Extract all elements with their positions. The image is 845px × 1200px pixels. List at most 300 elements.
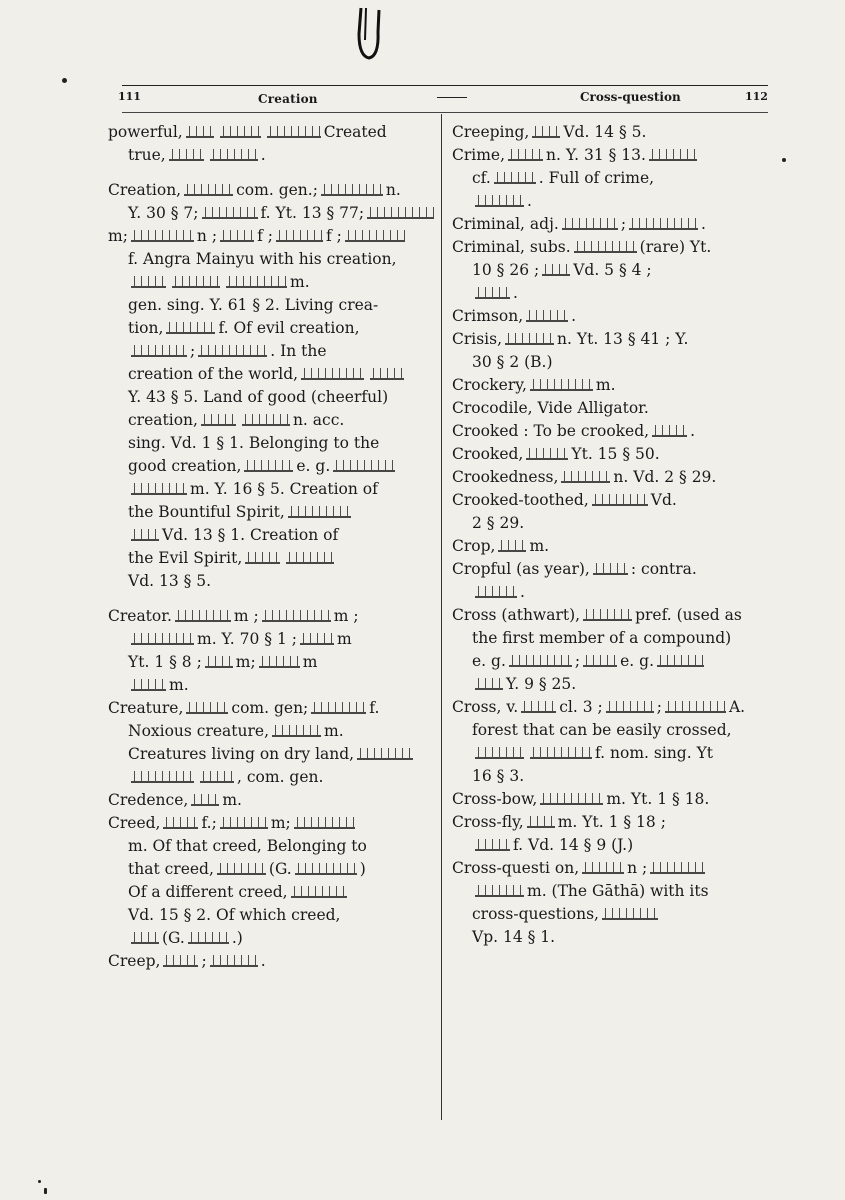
avestan-word: [131, 230, 194, 242]
avestan-word: [494, 172, 536, 184]
text-line: [108, 592, 434, 604]
entry-text: Crooked : To be crooked,: [452, 421, 650, 440]
avestan-word: [530, 747, 592, 759]
entry-text: 16 § 3.: [472, 766, 525, 785]
entry-text: m. Y. 16 § 5. Creation of: [190, 479, 378, 498]
text-line: [108, 201, 434, 224]
text-line: [108, 247, 434, 270]
margin-dot: [782, 158, 786, 162]
entry-text: Crop,: [452, 536, 496, 555]
text-line: [108, 166, 434, 178]
entry-text: f ;: [325, 226, 342, 245]
avestan-word: [602, 908, 658, 920]
entry-text: .: [260, 145, 266, 164]
text-line: [108, 742, 434, 765]
right-page-number: 112: [745, 90, 768, 103]
entry-text: Creatures living on dry land,: [128, 744, 355, 763]
avestan-word: [242, 414, 290, 426]
entry-text: m.: [169, 675, 189, 694]
avestan-word: [226, 276, 287, 288]
entry-text: m. Yt. 1 § 18.: [606, 789, 710, 808]
avestan-word: [583, 655, 617, 667]
text-line: [452, 304, 772, 327]
text-line: [108, 834, 434, 857]
entry-text: .: [571, 306, 577, 325]
entry-text: tion,: [128, 318, 164, 337]
text-line: [452, 557, 772, 580]
avestan-word: [475, 885, 524, 897]
avestan-word: [220, 817, 268, 829]
avestan-word: [357, 748, 413, 760]
right-running-head: Cross-question: [580, 90, 681, 104]
avestan-word: [665, 701, 726, 713]
entry-text: Creeping,: [452, 122, 530, 141]
text-line: [452, 143, 772, 166]
text-line: [108, 385, 434, 408]
text-line: [108, 949, 434, 972]
entry-text: 2 § 29.: [472, 513, 525, 532]
text-line: [108, 362, 434, 385]
entry-text: m;: [235, 652, 256, 671]
avestan-word: [509, 655, 572, 667]
avestan-word: [521, 701, 556, 713]
text-line: [108, 926, 434, 949]
entry-text: pref. (used as: [635, 605, 742, 624]
avestan-word: [606, 701, 654, 713]
entry-text: true,: [128, 145, 166, 164]
entry-text: .: [260, 951, 266, 970]
entry-text: Yt. 1 § 8 ;: [128, 652, 202, 671]
avestan-word: [186, 702, 228, 714]
avestan-word: [220, 230, 254, 242]
avestan-word: [131, 529, 159, 541]
entry-text: Criminal, adj.: [452, 214, 559, 233]
text-line: [452, 833, 772, 856]
avestan-word: [291, 886, 347, 898]
text-line: [452, 350, 772, 373]
entry-text: Noxious creature,: [128, 721, 270, 740]
text-line: [452, 327, 772, 350]
avestan-word: [163, 955, 198, 967]
entry-text: forest that can be easily crossed,: [472, 720, 732, 739]
entry-text: sing. Vd. 1 § 1. Belonging to the: [128, 433, 380, 452]
text-line: [452, 189, 772, 212]
entry-text: m.: [222, 790, 242, 809]
avestan-word: [295, 863, 357, 875]
avestan-word: [508, 149, 543, 161]
avestan-word: [188, 932, 229, 944]
entry-text: f ;: [257, 226, 273, 245]
text-line: [108, 339, 434, 362]
column-divider: [441, 114, 442, 1120]
avestan-word: [131, 932, 159, 944]
entry-text: the Evil Spirit,: [128, 548, 243, 567]
text-line: [452, 810, 772, 833]
avestan-word: [652, 425, 687, 437]
text-line: [452, 442, 772, 465]
entry-text: f. Of evil creation,: [218, 318, 360, 337]
entry-text: Creation,: [108, 180, 182, 199]
text-line: [108, 431, 434, 454]
text-line: [452, 764, 772, 787]
entry-text: m: [302, 652, 318, 671]
entry-text: Vd. 13 § 1. Creation of: [162, 525, 339, 544]
text-line: [108, 178, 434, 201]
text-line: [452, 741, 772, 764]
entry-text: f.;: [201, 813, 217, 832]
entry-text: e. g.: [296, 456, 331, 475]
text-line: [108, 627, 434, 650]
avestan-word: [498, 540, 526, 552]
left-page-number: 111: [118, 90, 141, 103]
text-line: [452, 373, 772, 396]
left-column: [108, 120, 434, 972]
avestan-word: [650, 862, 705, 874]
avestan-word: [267, 126, 321, 138]
entry-text: f. nom. sing. Yt: [595, 743, 714, 762]
avestan-word: [276, 230, 323, 242]
entry-text: cross-questions,: [472, 904, 599, 923]
text-line: [452, 580, 772, 603]
entry-text: Creature,: [108, 698, 184, 717]
avestan-word: [163, 817, 198, 829]
avestan-word: [592, 494, 648, 506]
avestan-word: [300, 633, 334, 645]
text-line: [108, 270, 434, 293]
avestan-word: [210, 955, 258, 967]
avestan-word: [475, 678, 503, 690]
avestan-word: [131, 771, 194, 783]
header-dash: [437, 97, 467, 98]
entry-text: creation,: [128, 410, 198, 429]
avestan-word: [201, 414, 236, 426]
avestan-word: [217, 863, 266, 875]
text-line: [108, 673, 434, 696]
entry-text: Crockery,: [452, 375, 527, 394]
entry-text: . In the: [270, 341, 327, 360]
avestan-word: [475, 839, 510, 851]
margin-dot: [38, 1180, 41, 1183]
avestan-word: [205, 656, 233, 668]
entry-text: f.: [369, 698, 380, 717]
text-line: [108, 143, 434, 166]
pen-mark-glyph: [352, 4, 386, 64]
entry-text: ;: [656, 697, 662, 716]
entry-text: 10 § 26 ;: [472, 260, 540, 279]
entry-text: ;: [574, 651, 581, 670]
text-line: [108, 604, 434, 627]
text-line: [108, 454, 434, 477]
entry-text: . Full of crime,: [538, 168, 655, 187]
text-line: [452, 672, 772, 695]
entry-text: Vd. 14 § 5.: [563, 122, 647, 141]
avestan-word: [475, 195, 524, 207]
entry-text: Cropful (as year),: [452, 559, 590, 578]
entry-text: n. Yt. 13 § 41 ; Y.: [557, 329, 689, 348]
avestan-word: [526, 310, 568, 322]
entry-text: Vd. 5 § 4 ;: [573, 260, 652, 279]
text-line: [452, 856, 772, 879]
avestan-word: [272, 725, 321, 737]
avestan-word: [367, 207, 434, 219]
text-line: [452, 488, 772, 511]
entry-text: (G.: [268, 859, 292, 878]
entry-text: m.: [324, 721, 344, 740]
text-line: [452, 419, 772, 442]
entry-text: m. Yt. 1 § 18 ;: [557, 812, 666, 831]
avestan-word: [540, 793, 603, 805]
entry-text: m.: [290, 272, 310, 291]
text-line: [108, 880, 434, 903]
text-line: [452, 235, 772, 258]
entry-text: Crookedness,: [452, 467, 559, 486]
avestan-word: [532, 126, 560, 138]
avestan-word: [131, 483, 187, 495]
text-line: [452, 603, 772, 626]
avestan-word: [172, 276, 220, 288]
text-line: [452, 465, 772, 488]
text-line: [108, 719, 434, 742]
text-line: [108, 408, 434, 431]
entry-text: Creed,: [108, 813, 161, 832]
entry-text: (G.: [162, 928, 185, 947]
text-line: [108, 224, 434, 247]
entry-text: m ;: [333, 606, 359, 625]
text-line: [108, 857, 434, 880]
entry-text: n. Y. 31 § 13.: [546, 145, 646, 164]
entry-text: m.: [529, 536, 550, 555]
entry-text: Y. 9 § 25.: [506, 674, 577, 693]
avestan-word: [562, 218, 618, 230]
text-line: [108, 546, 434, 569]
text-line: [452, 902, 772, 925]
entry-text: gen. sing. Y. 61 § 2. Living crea-: [128, 295, 379, 314]
entry-text: that creed,: [128, 859, 214, 878]
text-line: [452, 281, 772, 304]
entry-text: Credence,: [108, 790, 189, 809]
entry-text: Cross, v.: [452, 697, 519, 716]
entry-text: Cross-questi on,: [452, 858, 580, 877]
text-line: [108, 811, 434, 834]
avestan-word: [561, 471, 610, 483]
entry-text: Cross-bow,: [452, 789, 538, 808]
header-bottom-rule: [122, 112, 768, 113]
entry-text: m.: [595, 375, 616, 394]
avestan-word: [169, 149, 204, 161]
avestan-word: [345, 230, 405, 242]
avestan-word: [131, 276, 166, 288]
entry-text: 30 § 2 (B.): [472, 352, 553, 371]
entry-text: f. Vd. 14 § 9 (J.): [513, 835, 634, 854]
text-line: [452, 879, 772, 902]
entry-text: Crooked,: [452, 444, 524, 463]
avestan-word: [198, 345, 267, 357]
entry-text: , com. gen.: [237, 767, 324, 786]
entry-text: Created: [323, 122, 387, 141]
entry-text: n ;: [627, 858, 648, 877]
avestan-word: [475, 287, 510, 299]
text-line: [108, 765, 434, 788]
entry-text: com. gen.;: [236, 180, 318, 199]
entry-text: ): [359, 859, 366, 878]
entry-text: Cross (athwart),: [452, 605, 581, 624]
entry-text: m. (The Gāthā) with its: [527, 881, 709, 900]
avestan-word: [262, 610, 331, 622]
entry-text: Crisis,: [452, 329, 503, 348]
entry-text: Crime,: [452, 145, 506, 164]
avestan-word: [200, 771, 234, 783]
avestan-word: [175, 610, 231, 622]
entry-text: n.: [385, 180, 401, 199]
text-line: [108, 650, 434, 673]
avestan-word: [244, 460, 293, 472]
entry-text: Vp. 14 § 1.: [472, 927, 556, 946]
avestan-word: [131, 679, 166, 691]
entry-text: (rare) Yt.: [639, 237, 712, 256]
avestan-word: [202, 207, 258, 219]
text-line: [452, 534, 772, 557]
text-line: [452, 166, 772, 189]
entry-text: .: [520, 582, 525, 601]
avestan-word: [166, 322, 215, 334]
entry-text: Criminal, subs.: [452, 237, 571, 256]
entry-text: powerful,: [108, 122, 183, 141]
text-line: [108, 477, 434, 500]
avestan-word: [259, 656, 300, 668]
entry-text: : contra.: [630, 559, 697, 578]
avestan-word: [245, 552, 280, 564]
avestan-word: [186, 126, 214, 138]
entry-text: A.: [728, 697, 746, 716]
avestan-word: [629, 218, 698, 230]
avestan-word: [530, 379, 593, 391]
entry-text: f. Angra Mainyu with his creation,: [128, 249, 397, 268]
text-line: [452, 120, 772, 143]
avestan-word: [184, 184, 233, 196]
avestan-word: [311, 702, 366, 714]
entry-text: Vd. 15 § 2. Of which creed,: [128, 905, 341, 924]
entry-text: Vd.: [650, 490, 677, 509]
avestan-word: [526, 448, 568, 460]
entry-text: Y. 43 § 5. Land of good (cheerful): [128, 387, 389, 406]
avestan-word: [191, 794, 219, 806]
entry-text: m: [336, 629, 352, 648]
avestan-word: [583, 609, 632, 621]
entry-text: Creep,: [108, 951, 161, 970]
entry-text: the first member of a compound): [472, 628, 732, 647]
text-line: [452, 511, 772, 534]
entry-text: n ;: [196, 226, 218, 245]
avestan-word: [210, 149, 258, 161]
avestan-word: [294, 817, 355, 829]
margin-dot: [62, 78, 67, 83]
entry-text: e. g.: [620, 651, 655, 670]
avestan-word: [333, 460, 395, 472]
entry-text: m;: [270, 813, 291, 832]
text-line: [452, 258, 772, 281]
entry-text: .: [513, 283, 518, 302]
entry-text: creation of the world,: [128, 364, 299, 383]
avestan-word: [286, 552, 334, 564]
entry-text: m ;: [233, 606, 259, 625]
header-top-rule: [122, 85, 768, 86]
avestan-word: [649, 149, 697, 161]
text-line: [108, 569, 434, 592]
avestan-word: [505, 333, 554, 345]
avestan-word: [657, 655, 704, 667]
text-line: [108, 293, 434, 316]
text-line: [108, 316, 434, 339]
avestan-word: [288, 506, 351, 518]
text-line: [452, 212, 772, 235]
entry-text: Y. 30 § 7;: [128, 203, 199, 222]
text-line: [108, 120, 434, 143]
text-line: [452, 787, 772, 810]
entry-text: Crooked-toothed,: [452, 490, 589, 509]
entry-text: n. Vd. 2 § 29.: [613, 467, 717, 486]
avestan-word: [475, 747, 524, 759]
margin-dot: [44, 1188, 47, 1194]
text-line: [452, 649, 772, 672]
entry-text: n. acc.: [292, 410, 345, 429]
entry-text: Yt. 15 § 50.: [571, 444, 660, 463]
text-line: [452, 925, 772, 948]
text-line: [452, 626, 772, 649]
entry-text: Crimson,: [452, 306, 524, 325]
entry-text: ;: [201, 951, 207, 970]
text-line: [108, 788, 434, 811]
entry-text: Creator.: [108, 606, 172, 625]
entry-text: good creation,: [128, 456, 242, 475]
entry-text: com. gen;: [231, 698, 309, 717]
avestan-word: [370, 368, 404, 380]
entry-text: .: [690, 421, 696, 440]
avestan-word: [542, 264, 570, 276]
text-line: [452, 718, 772, 741]
entry-text: ;: [190, 341, 196, 360]
text-line: [108, 903, 434, 926]
entry-text: f. Yt. 13 § 77;: [260, 203, 365, 222]
entry-text: m. Of that creed, Belonging to: [128, 836, 367, 855]
entry-text: Of a different creed,: [128, 882, 288, 901]
avestan-word: [220, 126, 261, 138]
entry-text: .): [231, 928, 243, 947]
text-line: [108, 500, 434, 523]
entry-text: Crocodile, Vide Alligator.: [452, 398, 649, 417]
avestan-word: [593, 563, 628, 575]
entry-text: Vd. 13 § 5.: [128, 571, 212, 590]
text-line: [452, 695, 772, 718]
text-line: [108, 523, 434, 546]
avestan-word: [131, 633, 194, 645]
entry-text: the Bountiful Spirit,: [128, 502, 285, 521]
text-line: [108, 696, 434, 719]
text-line: [452, 396, 772, 419]
entry-text: .: [527, 191, 532, 210]
avestan-word: [574, 241, 637, 253]
avestan-word: [527, 816, 555, 828]
entry-text: m;: [108, 226, 128, 245]
avestan-word: [131, 345, 187, 357]
entry-text: cl. 3 ;: [559, 697, 603, 716]
avestan-word: [321, 184, 383, 196]
entry-text: cf.: [472, 168, 491, 187]
entry-text: m. Y. 70 § 1 ;: [197, 629, 297, 648]
entry-text: e. g.: [472, 651, 506, 670]
avestan-word: [475, 586, 517, 598]
avestan-word: [301, 368, 364, 380]
entry-text: Cross-fly,: [452, 812, 524, 831]
